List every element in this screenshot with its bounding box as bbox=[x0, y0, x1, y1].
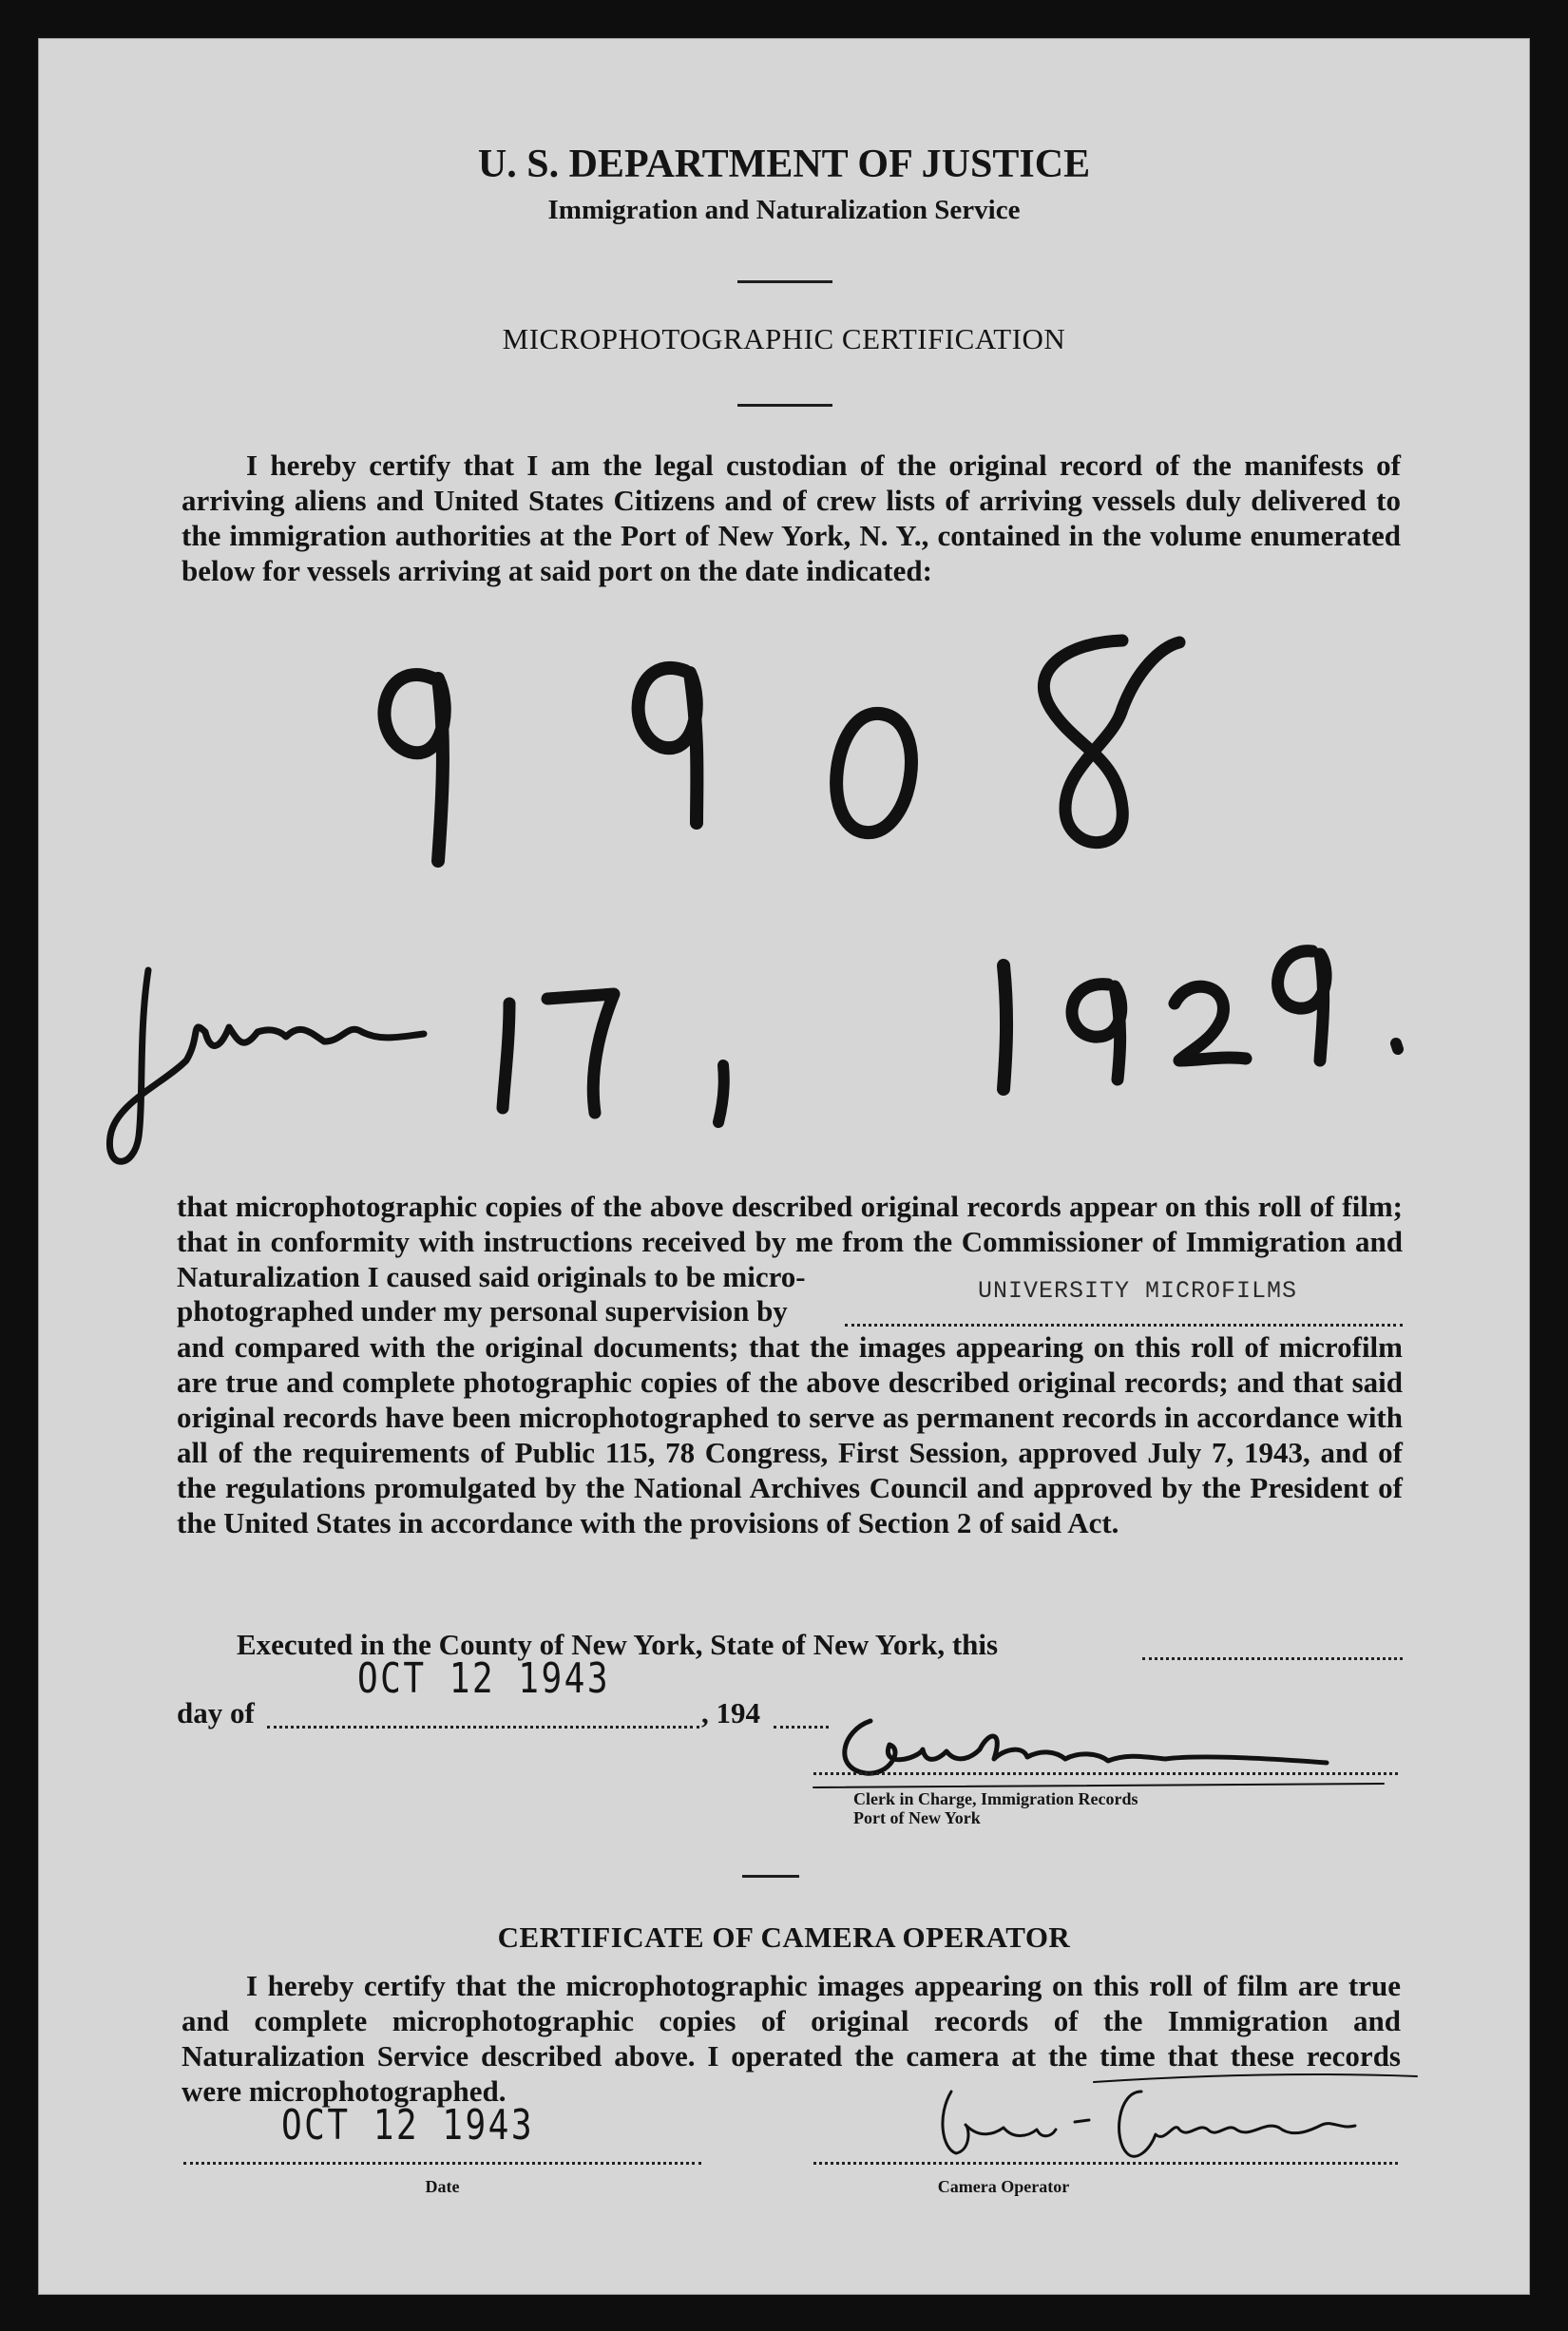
handwritten-volume-number bbox=[343, 604, 1274, 927]
day-of-dotted-line bbox=[267, 1726, 699, 1729]
supervision-label: photographed under my personal supervision by bbox=[177, 1294, 788, 1328]
camera-operator-paragraph: I hereby certify that the microphotographic images appearing on this roll of film are true and complete microphotographic copies of original records of the Immigration and Naturalization Service described above. I operated the camera at the time that these records were microphotographed. bbox=[182, 1969, 1401, 2108]
body-paragraph-part1: that microphotographic copies of the above described original records appear on this roll of film; that in conformity with instructions received by me from the Commissioner of Immigration and Naturalization I caused said originals to be micro- bbox=[177, 1190, 1403, 1293]
supervision-line bbox=[177, 1277, 1403, 1332]
execution-date-stamp: OCT 12 1943 bbox=[357, 1654, 611, 1703]
certification-title: MICROPHOTOGRAPHIC CERTIFICATION bbox=[502, 322, 1066, 355]
day-of-label: day of bbox=[177, 1696, 255, 1729]
intro-paragraph: I hereby certify that I am the legal custodian of the original record of the manifests of arriving aliens and United States Citizens and of crew lists of arriving vessels duly delivered to the immigration authorities at the Port of New York, N. Y., contained in the volume enumerated below for vessels arriving at said port on the date indicated: bbox=[182, 449, 1401, 587]
camera-date-stamp: OCT 12 1943 bbox=[281, 2101, 535, 2149]
executed-text: Executed in the County of New York, State of New York, this bbox=[237, 1628, 999, 1661]
year-suffix: , 194 bbox=[701, 1696, 760, 1729]
execution-day-dotted-line bbox=[1142, 1657, 1403, 1660]
supervisor-name: UNIVERSITY MICROFILMS bbox=[978, 1277, 1298, 1305]
agency-title: U. S. DEPARTMENT OF JUSTICE bbox=[477, 143, 1091, 186]
supervisor-dotted-line bbox=[845, 1324, 1403, 1327]
operator-label: Camera Operator bbox=[937, 2177, 1070, 2196]
body-paragraph-part2: and compared with the original documents; that the images appearing on this roll of microfilm are true and complete photographic copies of the above described original records; and that said original records have been microphotographed to serve as permanent records in accordance with all of the requirements of Public 115, 78 Congress, First Session, approved July 7, 1943, and of the regulations promulgated by the National Archives Council and approved by the President of the United States in accordance with the provisions of Section 2 of said Act. bbox=[177, 1330, 1403, 1539]
service-subtitle: Immigration and Naturalization Service bbox=[547, 195, 1021, 225]
section-divider bbox=[742, 1875, 799, 1878]
header-divider bbox=[737, 280, 832, 283]
clerk-title-line2: Port of New York bbox=[853, 1808, 981, 1827]
date-label: Date bbox=[425, 2177, 460, 2196]
date-dotted-line bbox=[183, 2162, 701, 2165]
camera-operator-title: CERTIFICATE OF CAMERA OPERATOR bbox=[497, 1920, 1071, 1954]
operator-dotted-line bbox=[813, 2162, 1398, 2165]
handwritten-date bbox=[96, 899, 1474, 1184]
clerk-signature-dotted-line bbox=[813, 1772, 1398, 1775]
clerk-title-line1: Clerk in Charge, Immigration Records bbox=[853, 1789, 1138, 1808]
camera-operator-signature bbox=[923, 2063, 1417, 2168]
title-divider bbox=[737, 404, 832, 407]
certificate-sheet bbox=[38, 38, 1530, 2295]
